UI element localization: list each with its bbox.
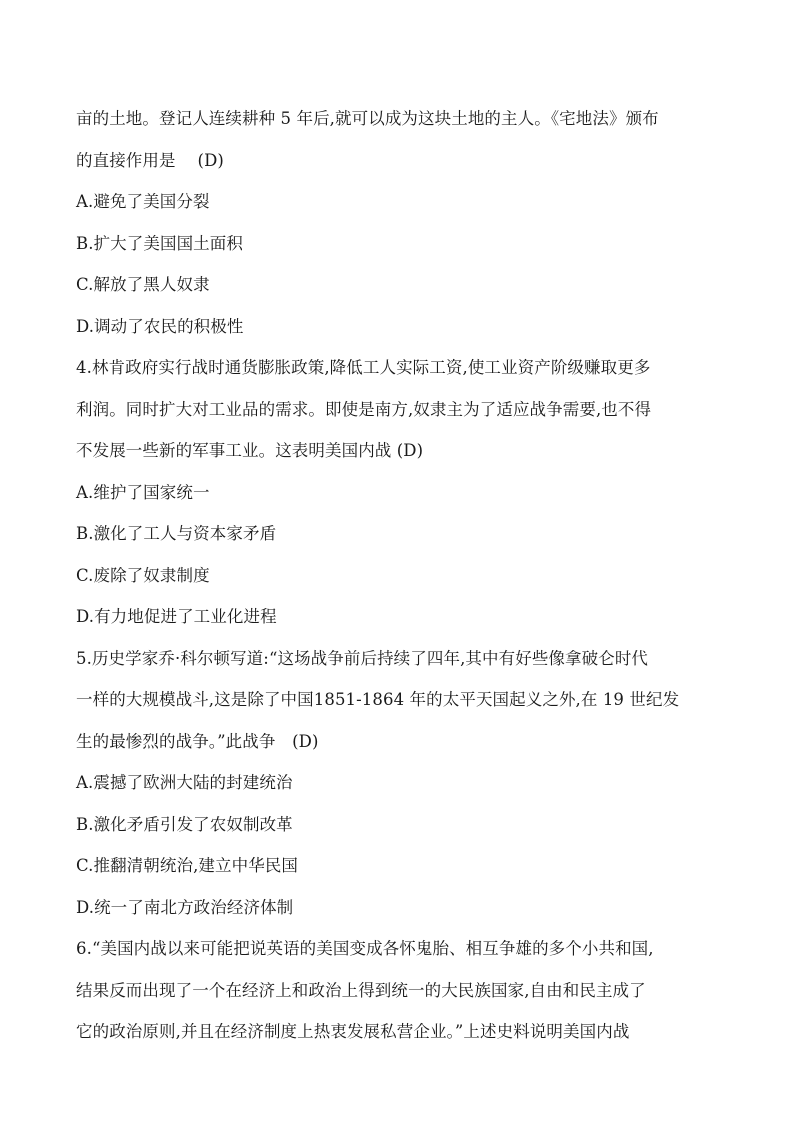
document-body (76, 98, 726, 1053)
text-line: 结果反而出现了一个在经济上和政治上得到统一的大民族国家,自由和民主成了 (76, 980, 646, 1000)
question-5-line: 5.历史学家乔·科尔顿写道:“这场战争前后持续了四年,其中有好些像拿破仑时代 (76, 648, 649, 668)
option-line: A.震撼了欧洲大陆的封建统治 (76, 773, 293, 792)
option-line: D.统一了南北方政治经济体制 (76, 897, 294, 917)
option-line: D.调动了农民的积极性 (76, 316, 244, 336)
text-line: 的直接作用是 (D) (76, 150, 224, 170)
option-line: B.激化了工人与资本家矛盾 (76, 524, 277, 543)
text-line: 生的最惨烈的战争。”此战争 (D) (76, 731, 319, 751)
option-line: A.避免了美国分裂 (76, 192, 210, 211)
option-line: B.扩大了美国国土面积 (76, 233, 243, 253)
question-6-line: 6.“美国内战以来可能把说英语的美国变成各怀鬼胎、相互争雄的多个小共和国, (76, 939, 654, 958)
question-4-line: 4.林肯政府实行战时通货膨胀政策,降低工人实际工资,使工业资产阶级赚取更多 (76, 358, 651, 377)
text-line: 一样的大规模战斗,这是除了中国1851-1864 年的太平天国起义之外,在 19 世纪发 (76, 690, 680, 709)
option-line: C.推翻清朝统治,建立中华民国 (76, 856, 299, 875)
text-line: 不发展一些新的军事工业。这表明美国内战 (D) (76, 441, 424, 460)
option-line: C.废除了奴隶制度 (76, 565, 210, 585)
option-line: B.激化矛盾引发了农奴制改革 (76, 814, 293, 834)
text-line: 亩的土地。登记人连续耕种 5 年后,就可以成为这块土地的主人。《宅地法》颁布 (76, 109, 659, 128)
option-line: A.维护了国家统一 (76, 482, 210, 502)
option-line: D.有力地促进了工业化进程 (76, 607, 277, 626)
text-line: 它的政治原则,并且在经济制度上热衷发展私营企业。”上述史料说明美国内战 (76, 1022, 630, 1041)
option-line: C.解放了黑人奴隶 (76, 275, 210, 294)
text-line: 利润。同时扩大对工业品的需求。即使是南方,奴隶主为了适应战争需要,也不得 (76, 399, 652, 419)
